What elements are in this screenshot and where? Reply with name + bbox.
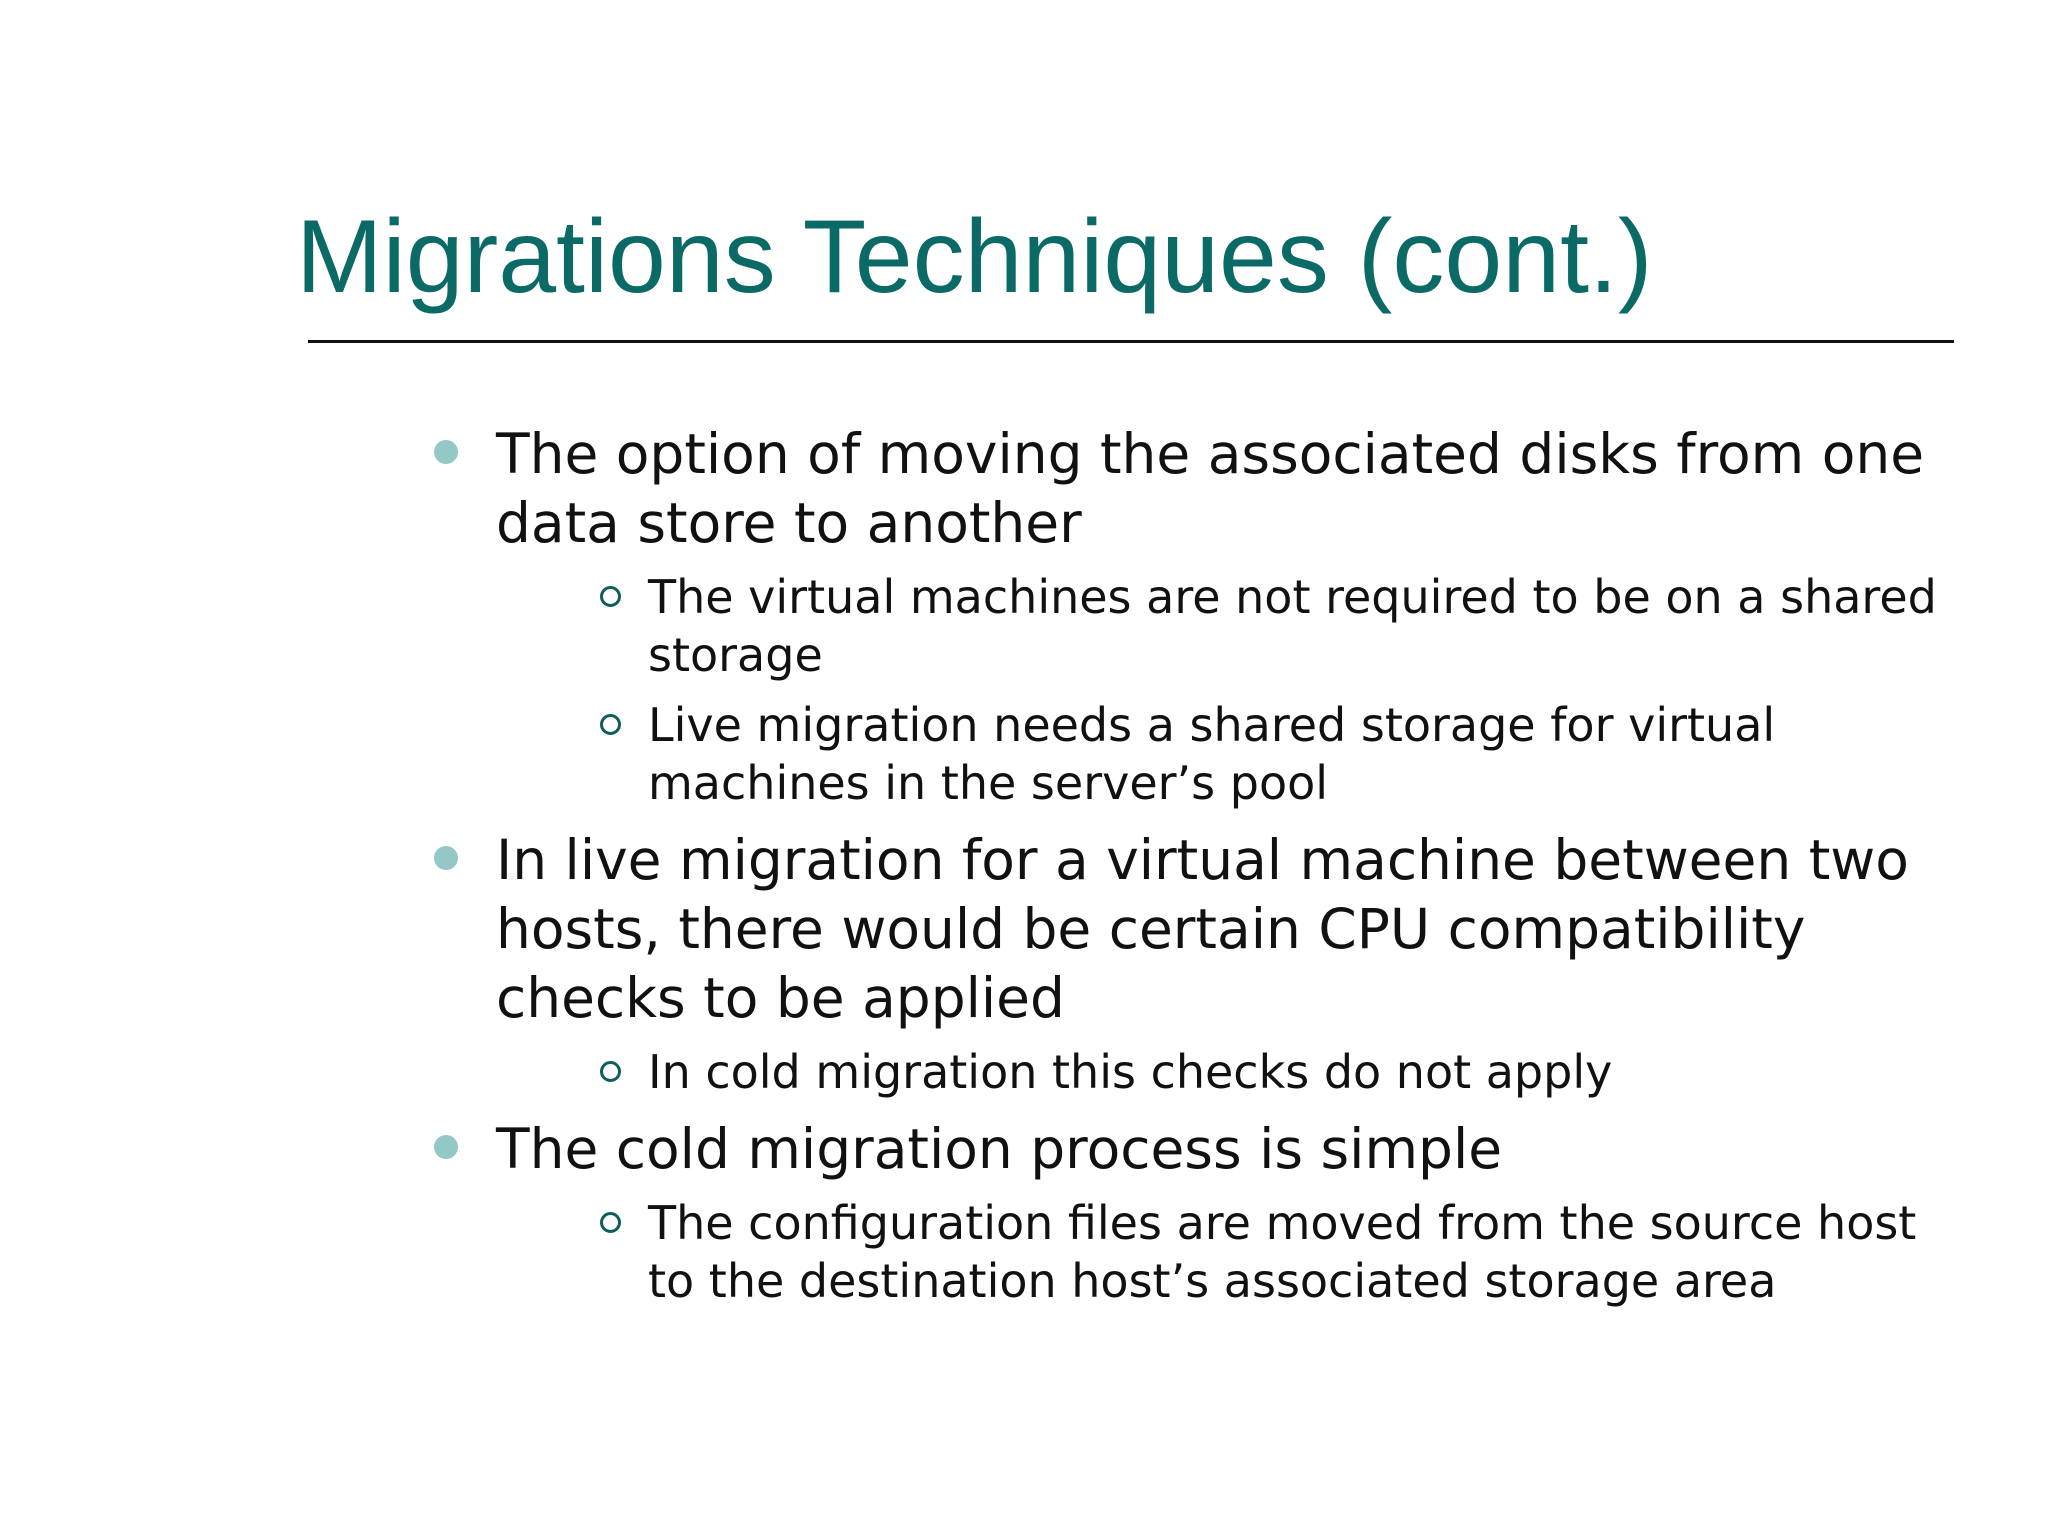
title-divider	[308, 340, 1954, 343]
bullet-item	[432, 1115, 1972, 1310]
sub-bullet-item	[496, 1043, 1972, 1101]
sub-bullet-text: The configuration files are moved from the source host to the destination host’s associated storage area	[648, 1196, 1917, 1308]
slide-content	[432, 420, 1972, 1324]
bullet-dot-icon	[434, 846, 458, 870]
sub-bullet-list	[496, 1194, 1972, 1310]
sub-bullet-item	[496, 1194, 1972, 1310]
sub-bullet-text: The virtual machines are not required to be on a shared storage	[648, 570, 1937, 682]
slide-title: Migrations Techniques (cont.)	[296, 199, 1653, 315]
sub-bullet-text: In cold migration this checks do not apply	[648, 1045, 1613, 1099]
sub-bullet-item	[496, 568, 1972, 684]
sub-bullet-ring-icon	[600, 1212, 621, 1233]
sub-bullet-item	[496, 696, 1972, 812]
sub-bullet-text: Live migration needs a shared storage for virtual machines in the server’s pool	[648, 698, 1776, 810]
bullet-text: The cold migration process is simple	[496, 1117, 1503, 1181]
sub-bullet-ring-icon	[600, 1061, 621, 1082]
bullet-dot-icon	[434, 440, 458, 464]
sub-bullet-ring-icon	[600, 714, 621, 735]
sub-bullet-list	[496, 1043, 1972, 1101]
sub-bullet-ring-icon	[600, 586, 621, 607]
bullet-dot-icon	[434, 1135, 458, 1159]
bullet-item	[432, 826, 1972, 1101]
bullet-text: In live migration for a virtual machine between two hosts, there would be certain CPU compatibility checks to be applied	[496, 828, 1909, 1030]
bullet-item	[432, 420, 1972, 812]
sub-bullet-list	[496, 568, 1972, 812]
bullet-text: The option of moving the associated disks from one data store to another	[496, 422, 1925, 555]
